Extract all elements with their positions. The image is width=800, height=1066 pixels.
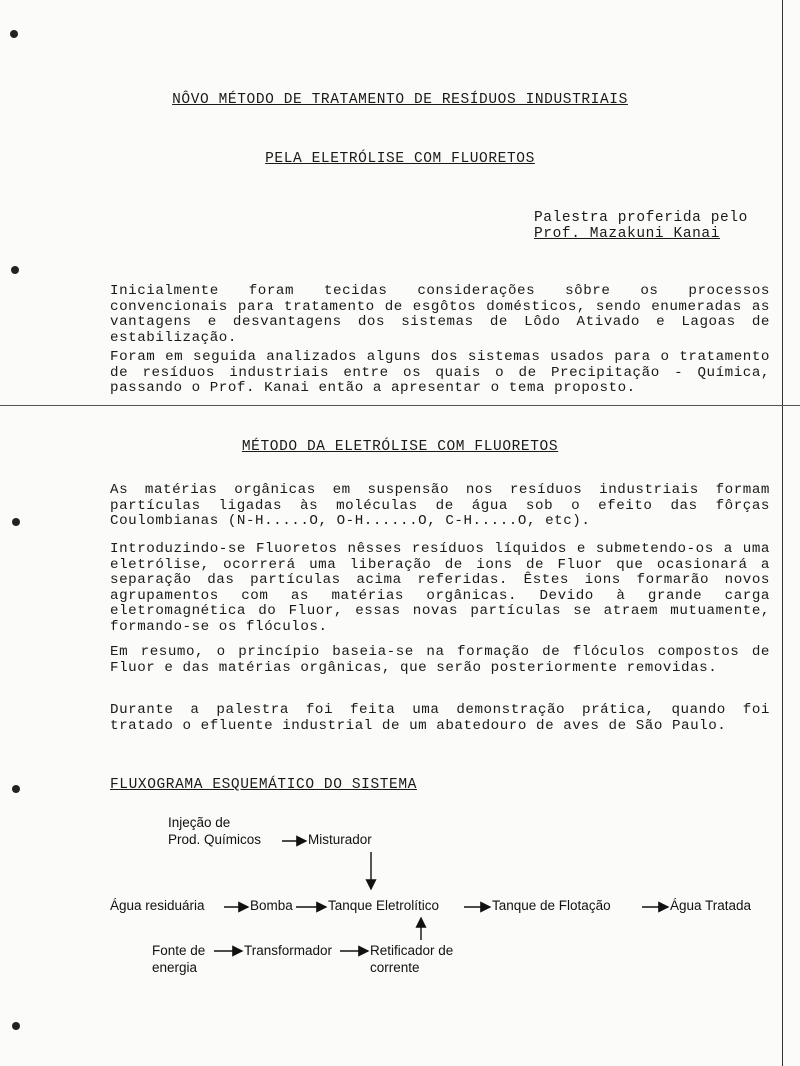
page-title: NÔVO MÉTODO DE TRATAMENTO DE RESÍDUOS INDUSTRIAIS	[172, 92, 628, 108]
flow-node-injecao: Injeção de	[168, 815, 231, 830]
flow-node-bomba: Bomba	[250, 898, 293, 913]
method-paragraph-2: Introduzindo-se Fluoretos nêsses resíduos líquidos e submetendo-os a uma eletrólise, ocorrerá uma liberação de ions de Fluor que ocasionará a separação das partículas acima referidas. Êstes ions formarão novos agrupamentos com as matérias orgânicas. Devido à grande carga eletromagnética do Fluor, essas novas partículas se atraem mutuamente, formando-se os flóculos.	[110, 541, 770, 635]
flow-node-tanque-eletrolitico: Tanque Eletrolítico	[328, 898, 440, 913]
flow-node-prod-quimicos: Prod. Químicos	[168, 832, 262, 847]
flow-node-tanque-flotacao: Tanque de Flotação	[492, 898, 611, 913]
punch-hole-mark	[12, 1022, 20, 1030]
flow-node-agua-residuaria: Água residuária	[110, 898, 205, 913]
method-paragraph-1: As matérias orgânicas em suspensão nos resíduos industriais formam partículas ligadas às moléculas de água sob o efeito das fôrças Coulombianas (N-H.....O, O-H......O, C-H.....O, etc).	[110, 482, 770, 529]
intro-paragraph-2: Foram em seguida analizados alguns dos sistemas usados para o tratamento de resíduos industriais entre os quais o de Precipitação - Química, passando o Prof. Kanai então a apresentar o tema proposto.	[110, 349, 770, 396]
byline-author: Prof. Mazakuni Kanai	[534, 226, 721, 242]
punch-hole-mark	[12, 785, 20, 793]
flow-node-retificador: Retificador de	[370, 943, 454, 958]
punch-hole-mark	[10, 30, 18, 38]
section-heading-flowchart: FLUXOGRAMA ESQUEMÁTICO DO SISTEMA	[110, 777, 417, 793]
method-paragraph-4: Durante a palestra foi feita uma demonstração prática, quando foi tratado o efluente industrial de um abatedouro de aves de São Paulo.	[110, 702, 770, 734]
flow-node-transformador: Transformador	[244, 943, 333, 958]
section-heading-method: MÉTODO DA ELETRÓLISE COM FLUORETOS	[241, 439, 559, 455]
page-subtitle: PELA ELETRÓLISE COM FLUORETOS	[265, 151, 535, 167]
flow-node-misturador: Misturador	[308, 832, 372, 847]
punch-hole-mark	[11, 266, 19, 274]
flow-node-energia: energia	[152, 960, 198, 975]
flow-node-agua-tratada: Água Tratada	[670, 898, 752, 913]
flow-node-fonte: Fonte de	[152, 943, 206, 958]
flow-node-corrente: corrente	[370, 960, 420, 975]
method-paragraph-3: Em resumo, o princípio baseia-se na formação de flóculos compostos de Fluor e das matérias orgânicas, que serão posteriormente removidas.	[110, 644, 770, 676]
byline-line-1: Palestra proferida pelo	[534, 210, 748, 226]
punch-hole-mark	[12, 518, 20, 526]
intro-paragraph-1: Inicialmente foram tecidas considerações sôbre os processos convencionais para tratamento de esgôtos domésticos, sendo enumeradas as vantagens e desvantagens dos sistemas de Lôdo Ativado e Lagoas de estabilização.	[110, 283, 770, 346]
scan-fold-line	[0, 405, 800, 406]
